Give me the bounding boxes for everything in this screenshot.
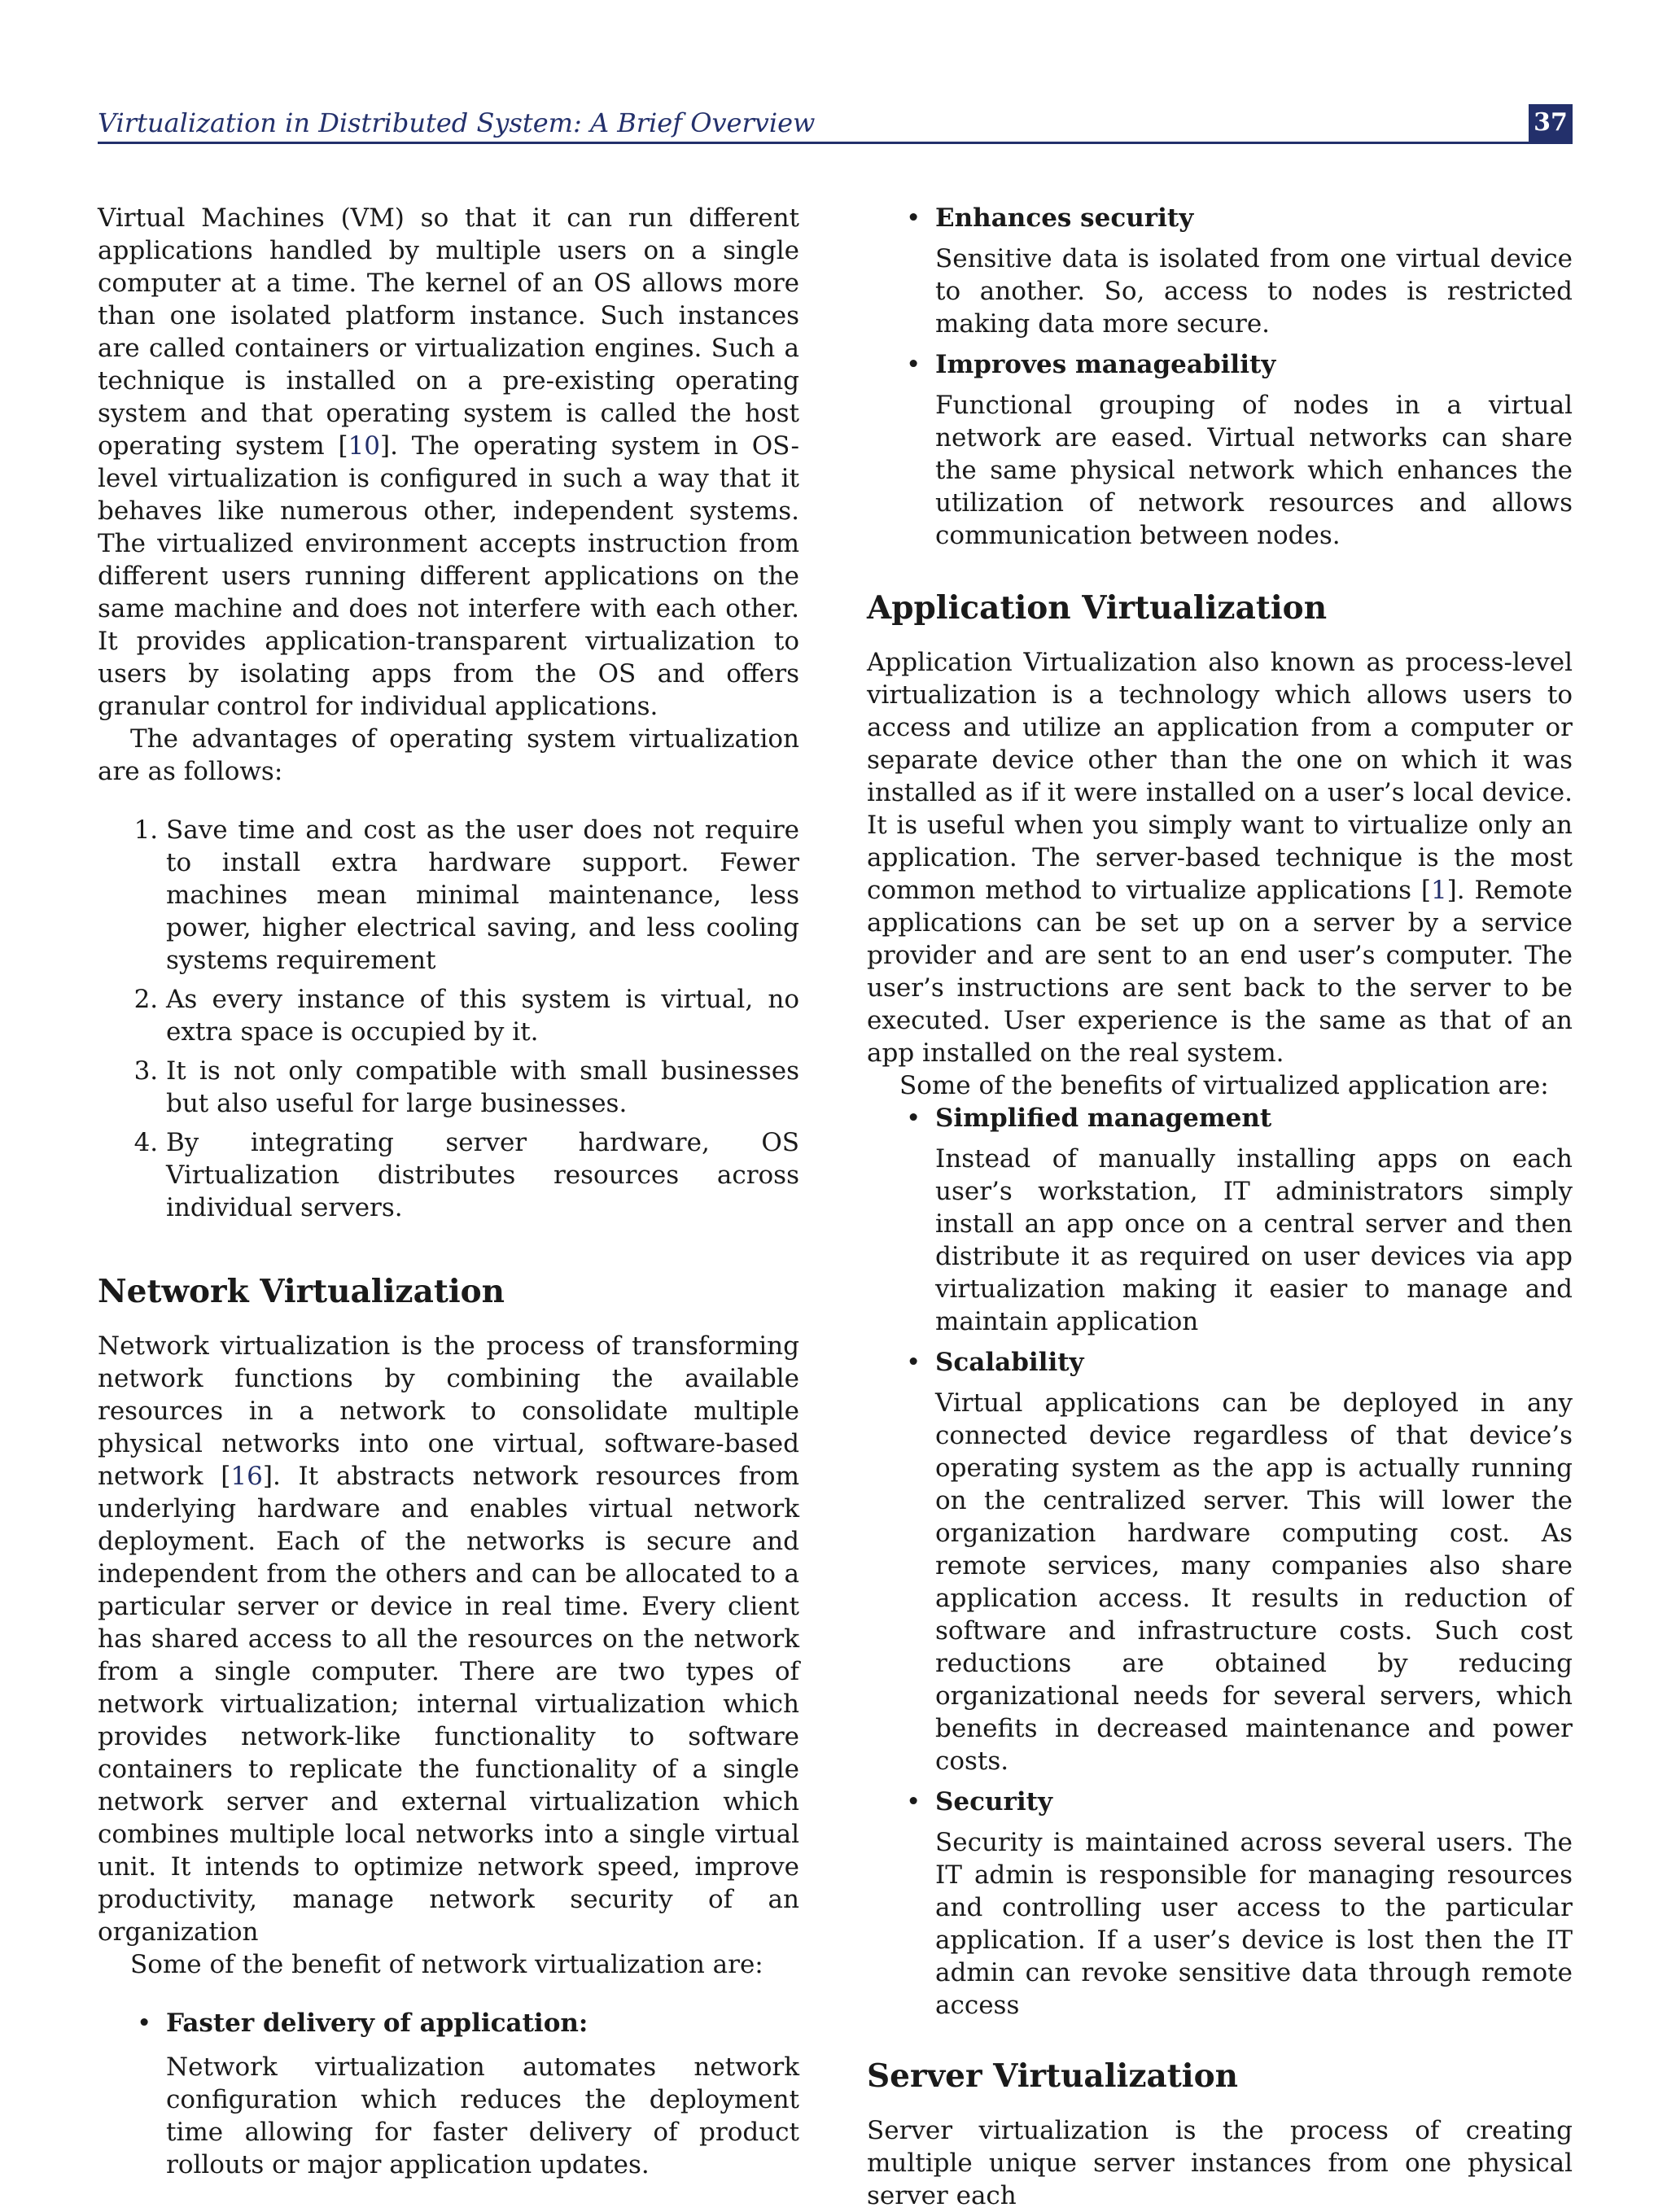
- bullet-title: • Security: [906, 1787, 1052, 1816]
- bullet-body: Network virtualization automates network configuration which reduces the deployment time allowing for faster delivery of product rollouts or major application updates.: [166, 2052, 799, 2179]
- bullet-icon: •: [906, 350, 921, 379]
- running-title: Virtualization in Distributed System: A Brief Overview: [98, 107, 816, 138]
- citation-link[interactable]: 10: [348, 431, 381, 461]
- bullet-title: • Enhances security: [906, 203, 1194, 233]
- citation-link[interactable]: 1: [1430, 876, 1447, 905]
- advantages-intro: The advantages of operating system virtualization are as follows:: [98, 724, 799, 786]
- list-item: [867, 1786, 1573, 2022]
- bullet-body: Functional grouping of nodes in a virtual network are eased. Virtual networks can share the same physical network which enhances the utilization of network resources and allows communication between nodes.: [935, 391, 1573, 550]
- list-item: 3. It is not only compatible with small businesses but also useful for large businesses.: [166, 1055, 799, 1120]
- bullet-body: Instead of manually installing apps on each user’s workstation, IT administrators simply install an app once on a central server and then distribute it as required on user devices via app virtualization making it easier to manage and maintain application: [935, 1144, 1573, 1336]
- running-header: [98, 103, 1573, 144]
- bullet-icon: •: [906, 1348, 921, 1377]
- application-benefits-list: [867, 1102, 1573, 2022]
- network-paragraph: Network virtualization is the process of transforming network functions by combining the available resources in a network to consolidate multiple physical networks into one virtual, software-based network [16]. It abstracts network resources from underlying hardware and enables virtual network deployment. Each of the networks is secure and independent from the others and can be allocated to a particular server or device in real time. Every client has shared access to all the resources on the network from a single computer. There are two types of network virtualization; internal virtualization which provides network-like functionality to software containers to replicate the functionality of a single network server and external virtualization which combines multiple local networks into a single virtual unit. It intends to optimize network speed, improve productivity, manage network security of an organization: [98, 1331, 799, 1947]
- bullet-icon: •: [906, 203, 921, 233]
- list-item: [867, 202, 1573, 340]
- bullet-title: • Simplified management: [906, 1104, 1272, 1133]
- section-heading-application: Application Virtualization: [867, 589, 1328, 627]
- right-column: [867, 202, 1573, 2212]
- os-virtualization-paragraph: Virtual Machines (VM) so that it can run different applications handled by multiple users on a single computer at a time. The kernel of an OS allows more than one isolated platform instance. Such instances are called containers or virtualization engines. Such a technique is installed on a pre-existing operating system and that operating system is called the host operating system [10]. The operating system in OS-level virtualization is configured in such a way that it behaves like numerous other, independent systems. The virtualized environment accepts instruction from different users running different applications on the same machine and does not interfere with each other. It provides application-transparent virtualization to users by isolating apps from the OS and offers granular control for individual applications.: [98, 203, 799, 721]
- bullet-body: Security is maintained across several users. The IT admin is responsible for managing resources and controlling user access to the particular application. If a user’s device is lost then the IT admin can revoke sensitive data through remote access: [935, 1828, 1573, 2020]
- list-item: [867, 348, 1573, 552]
- list-item: [98, 2007, 799, 2181]
- left-column: [98, 202, 799, 2189]
- bullet-icon: •: [906, 1104, 921, 1133]
- network-benefits-intro: Some of the benefit of network virtualization are:: [130, 1950, 763, 1979]
- list-item: 1. Save time and cost as the user does not require to install extra hardware support. Fewer machines mean minimal maintenance, less power, higher electrical saving, and less cooling systems requirement: [166, 814, 799, 977]
- network-benefits-list-cont: [867, 202, 1573, 552]
- bullet-icon: •: [137, 2009, 152, 2038]
- list-item: [867, 1102, 1573, 1338]
- citation-link[interactable]: 16: [230, 1462, 263, 1491]
- bullet-title: • Faster delivery of application:: [137, 2009, 588, 2038]
- page-number: 37: [1529, 104, 1573, 142]
- bullet-title: • Scalability: [906, 1348, 1084, 1377]
- bullet-body: Sensitive data is isolated from one virtual device to another. So, access to nodes is restricted making data more secure.: [935, 244, 1573, 339]
- network-benefits-list: [98, 2007, 799, 2181]
- bullet-icon: •: [906, 1787, 921, 1816]
- list-item: [867, 1346, 1573, 1777]
- section-heading-server: Server Virtualization: [867, 2057, 1238, 2095]
- bullet-title: • Improves manageability: [906, 350, 1276, 379]
- advantages-list: [98, 814, 799, 1224]
- section-heading-network: Network Virtualization: [98, 1273, 505, 1310]
- application-benefits-intro: Some of the benefits of virtualized application are:: [899, 1071, 1549, 1100]
- list-item: 2. As every instance of this system is virtual, no extra space is occupied by it.: [166, 983, 799, 1048]
- list-item: 4. By integrating server hardware, OS Virtualization distributes resources across individual servers.: [166, 1126, 799, 1224]
- bullet-body: Virtual applications can be deployed in any connected device regardless of that device’s operating system as the app is actually running on the centralized server. This will lower the organization hardware computing cost. As remote services, many companies also share application access. It results in reduction of software and infrastructure costs. Such cost reductions are obtained by reducing organizational needs for several servers, which benefits in decreased maintenance and power costs.: [935, 1388, 1573, 1776]
- server-paragraph: Server virtualization is the process of creating multiple unique server instances from one physical server each: [867, 2116, 1573, 2210]
- application-paragraph: Application Virtualization also known as process-level virtualization is a technology which allows users to access and utilize an application from a computer or separate device other than the one on which it was installed as if it were installed on a user’s local device. It is useful when you simply want to virtualize only an application. The server-based technique is the most common method to virtualize applications [1]. Remote applications can be set up on a server by a service provider and are sent to an end user’s computer. The user’s instructions are sent back to the server to be executed. User experience is the same as that of an app installed on the real system.: [867, 648, 1573, 1068]
